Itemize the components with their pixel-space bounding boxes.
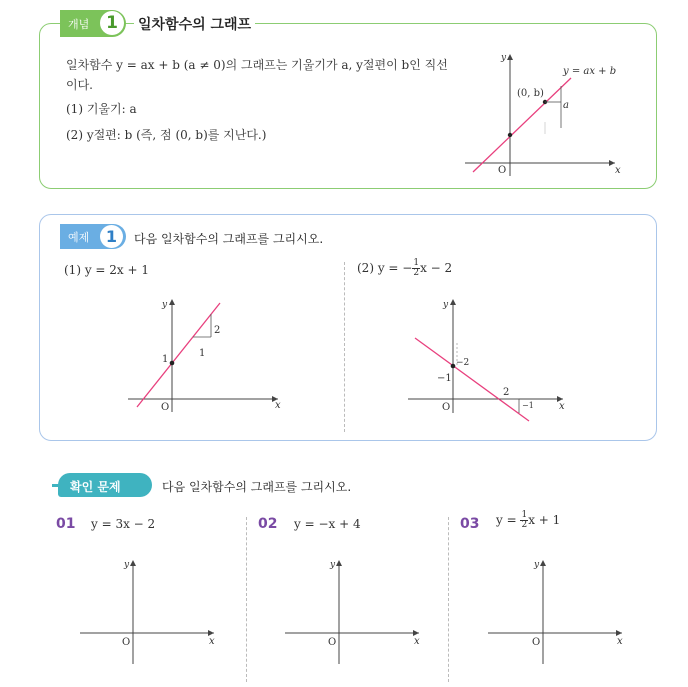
example-tag-label: 예제	[68, 231, 90, 244]
concept-y-label: y	[501, 53, 507, 63]
concept-tag-label: 개념	[68, 18, 90, 31]
left-line	[137, 303, 220, 407]
p1-origin-label: O	[122, 637, 131, 648]
p1-y-arrow	[130, 560, 136, 566]
right-x-label: x	[559, 401, 565, 412]
p1-x-label: x	[209, 636, 215, 647]
problem-2-axes	[283, 556, 428, 666]
check-tag-label: 확인 문제	[70, 480, 121, 494]
concept-intercept-point	[508, 133, 512, 137]
example-right-fraction	[412, 259, 420, 278]
left-y-label: y	[162, 300, 168, 310]
left-intercept-label: 1	[162, 354, 169, 365]
example-right-prefix: (2)	[357, 261, 374, 275]
right-rise-label: −1	[522, 401, 534, 410]
example-left-graph	[125, 295, 285, 420]
example-left-prefix: (1)	[64, 263, 81, 277]
concept-tag-number: 1	[100, 11, 124, 35]
example-tag-number: 1	[100, 225, 123, 248]
left-origin-label: O	[161, 402, 170, 413]
p3-origin-label: O	[532, 637, 541, 648]
problem-1-number: 01	[56, 516, 76, 532]
concept-line-1: 일차함수 y = ax + b (a ≠ 0)의 그래프는 기울기가 a, y절편이 b인 직선	[66, 58, 448, 72]
example-divider	[344, 262, 345, 432]
check-instruction: 다음 일차함수의 그래프를 그리시오.	[162, 480, 352, 494]
problem-3-frac-den: 2	[521, 520, 528, 530]
problem-1-equation: y = 3x − 2	[91, 517, 156, 531]
example-right-eq-head: y = −	[377, 261, 413, 275]
p1-y-label: y	[124, 560, 130, 570]
right-intercept-point	[451, 364, 456, 369]
example-right-equation	[357, 259, 452, 278]
check-divider-1	[246, 517, 247, 682]
problem-1-axes	[78, 556, 223, 666]
concept-point-label: (0, b)	[517, 88, 544, 99]
problem-2-number: 02	[258, 516, 278, 532]
concept-x-label: x	[615, 165, 621, 176]
p3-y-arrow	[540, 560, 546, 566]
p3-y-label: y	[534, 560, 540, 570]
problem-3-eq-head: y =	[496, 513, 521, 527]
right-y-label: y	[443, 300, 449, 310]
example-instruction: 다음 일차함수의 그래프를 그리시오.	[134, 232, 324, 246]
example-right-eq-tail: x − 2	[420, 261, 453, 275]
concept-equation: y = ax + b	[563, 66, 617, 77]
problem-3-number: 03	[460, 516, 480, 532]
problem-3-equation	[496, 511, 560, 530]
check-divider-2	[448, 517, 449, 682]
p2-y-label: y	[330, 560, 336, 570]
concept-title: 일차함수의 그래프	[134, 14, 255, 34]
problem-3-frac-num: 1	[521, 510, 528, 520]
right-intercept-label: −1	[437, 373, 452, 384]
concept-tag	[60, 10, 126, 37]
problem-2-equation: y = −x + 4	[294, 517, 361, 531]
example-right-frac-den: 2	[413, 268, 420, 278]
left-intercept-point	[170, 361, 175, 366]
right-line	[415, 338, 529, 421]
p2-x-label: x	[414, 636, 420, 647]
example-tag	[60, 224, 126, 249]
concept-y-arrow	[507, 54, 513, 60]
example-left-equation	[64, 263, 149, 277]
right-y-arrow	[450, 299, 456, 305]
concept-slope-label: a	[563, 100, 569, 111]
left-run-label: 1	[199, 348, 206, 359]
right-origin-label: O	[442, 402, 451, 413]
left-y-arrow	[169, 299, 175, 305]
concept-line-2: 이다.	[66, 78, 93, 92]
problem-3-axes	[486, 556, 631, 666]
right-step-label: −2	[456, 358, 470, 368]
concept-item-2: (2) y절편: b (즉, 점 (0, b)를 지난다.)	[66, 128, 267, 142]
p3-x-label: x	[617, 636, 623, 647]
problem-3-eq-tail: x + 1	[528, 513, 561, 527]
p2-origin-label: O	[328, 637, 337, 648]
left-x-label: x	[275, 400, 281, 411]
p2-y-arrow	[336, 560, 342, 566]
check-tag	[58, 473, 152, 497]
right-run-label: 2	[503, 387, 510, 398]
example-left-eq: y = 2x + 1	[84, 263, 150, 277]
example-right-frac-num: 1	[413, 258, 420, 268]
concept-item-1: (1) 기울기: a	[66, 102, 137, 116]
left-rise-label: 2	[214, 325, 221, 336]
concept-graph	[465, 48, 630, 180]
example-right-graph	[405, 295, 570, 423]
concept-origin-label: O	[498, 165, 507, 176]
